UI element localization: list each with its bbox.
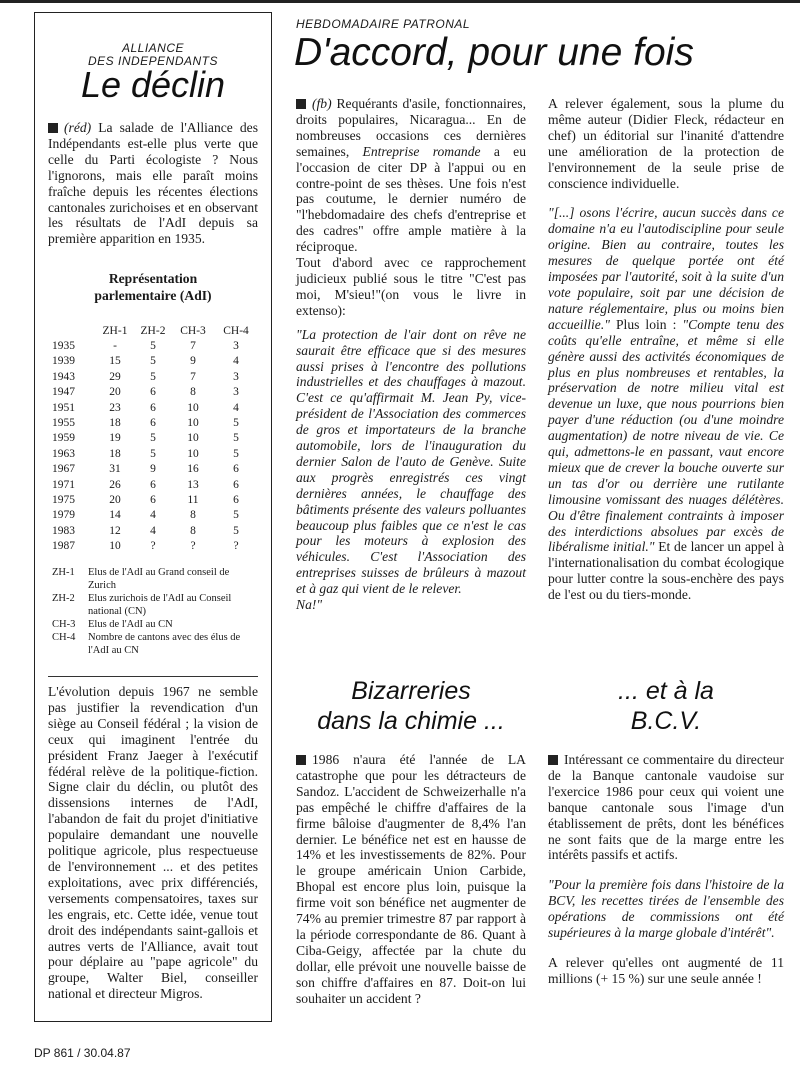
table-cell: 4	[150, 524, 156, 537]
table-row	[52, 431, 258, 446]
table-row	[52, 523, 258, 538]
table-cell: 18	[109, 447, 121, 460]
table-year-cell: 1971	[52, 478, 75, 491]
table-cell: 3	[233, 340, 239, 353]
bcv-text-body: Intéressant ce commentaire du directeur de la Banque cantonale vaudoise sur l'exercice 1986 pour ceux qui voient une banque cantonale sous l'image d'un établissement de prêts, dont les bénéfices ne sont faits que de la marge entre les intérêts passifs et actifs.	[548, 752, 784, 863]
legend-text: Elus de l'AdI au CN	[88, 619, 173, 630]
chimie-title-line-2: dans la chimie ...	[317, 707, 505, 735]
table-cell: -	[113, 340, 117, 353]
table-cell: ?	[150, 540, 156, 553]
table-title-line-2: parlementaire (AdI)	[94, 288, 212, 303]
table-row	[52, 492, 258, 507]
table-cell: 5	[150, 447, 156, 460]
table-row	[52, 508, 258, 523]
table-cell: 6	[150, 417, 156, 430]
table-row	[52, 446, 258, 461]
table-body	[52, 338, 258, 553]
main-quote-2: "[...] osons l'écrire, aucun succès dans ce domaine n'a eu l'autodiscipline pour seule origine. Bien au contraire, toutes les mesures de quelque portée ont été imposées par l'autorité, soit à la suite d'un vote populaire, soit par une décision de nature réglementaire, plus ou moins bien accueillie."	[548, 205, 784, 332]
table-cell: 19	[109, 432, 121, 445]
legend-item	[52, 592, 258, 618]
main-paragraph-2: Tout d'abord avec ce rapprochement judicieux publié sous le titre "C'est pas moi, M'sieu!"(on vous le livre in extenso):	[296, 255, 526, 318]
sidebar-body: L'évolution depuis 1967 ne semble pas justifier la revendication d'un siège au Conseil fédéral ; la vision de ceux qui imaginent l'entrée du président Franz Jaeger à l'exécutif fédéral relève de la politique-fiction. Signe clair du déclin, ou plutôt des dissensions internes de l'AdI, l'abandon de fait du projet d'initiative populaire demandant une nouvelle politique agricole, plus respectueuse de l'environnement ... et des petites exploitations, avec prix différenciés, versements compensatoires, taxes sur les engrais, etc. Cette idée, venue tout droit des indépendants saint-gallois et autres verts de l'Alliance, avait tout pour déplaire au "pape agricole" du groupe, Walter Biel, conseiller national et directeur Migros.	[48, 684, 258, 1002]
bcv-title	[548, 676, 784, 736]
table-cell: 8	[190, 386, 196, 399]
table-cell: 6	[150, 493, 156, 506]
table-year-cell: 1935	[52, 340, 75, 353]
table-cell: 5	[233, 524, 239, 537]
table-cell: 13	[187, 478, 199, 491]
main-paragraph-3: A relever également, sous la plume du même auteur (Didier Fleck, rédacteur en chef) un éditorial sur l'inanité d'attendre une amélioration de la protection de l'environnement de la seule prise de conscience individuelle.	[548, 96, 784, 191]
table-cell: 14	[109, 509, 121, 522]
main-quote-1-end: Na!"	[296, 597, 323, 613]
table-cell: 9	[190, 355, 196, 368]
representation-table-wrap	[52, 323, 258, 554]
table-cell: 5	[150, 355, 156, 368]
sidebar-kicker-line-1: ALLIANCE	[121, 41, 185, 55]
column-header: ZH-1	[102, 324, 128, 337]
chimie-title-line-1: Bizarreries	[351, 677, 471, 705]
table-cell: 6	[150, 478, 156, 491]
chimie-text-body: 1986 n'aura été l'année de LA catastrophe que pour les détracteurs de Sandoz. L'accident de Schweizerhalle n'a pas empêché le chiffre d'affaires de la firme bâloise d'augmenter de 8,4% l'an dernier. Le bénéfice net est en hausse de 14% et les investissements de 82%. Pour le groupe américain Union Carbide, Bhopal est encore plus loin, puisque la firme voit son bénéfice net augmenter de 74% au premier trimestre 87 par rapport à la période correspondante de 86. Quant à Ciba-Geigy, affectée par la chute du dollar, elle prévoit une nouvelle baisse de son chiffre d'affaires en 87. Doit-on lui souhaiter un accident ?	[296, 752, 526, 1006]
legend-key: ZH-1	[52, 567, 75, 578]
legend-item	[52, 566, 258, 592]
main-paragraph-4	[548, 205, 784, 603]
bullet-square-icon	[48, 123, 58, 133]
table-cell: 26	[109, 478, 121, 491]
main-p1-emphasis: Entreprise romande	[362, 143, 481, 159]
table-legend	[52, 566, 258, 657]
table-cell: 10	[187, 447, 199, 460]
table-cell: 6	[233, 493, 239, 506]
table-cell: 11	[187, 493, 199, 506]
table-year-cell: 1963	[52, 447, 75, 460]
sidebar-kicker-line-2: DES INDEPENDANTS	[87, 54, 219, 68]
table-year-cell: 1951	[52, 401, 75, 414]
legend-item	[52, 631, 258, 657]
table-cell: 12	[109, 524, 121, 537]
table-row	[52, 400, 258, 415]
table-cell: 5	[233, 509, 239, 522]
table-cell: 23	[109, 401, 121, 414]
main-quote-3: "Compte tenu des coûts qu'elle entraîne, et même si elle génère aussi des activités économiques de plus en plus nombreuses et rentables, la préservation de notre milieu vital est devenue un luxe, que nous pourrions bien payer d'une réduction (ou d'une moindre augmentation) de notre niveau de vie. Ce qui, admettons-le en passant, vaut encore mieux que de crever la bouche ouverte sur un tas d'or ou derrière une rutilante limousine vomissant des nuages délétères. Ou d'être finalement contraints à imposer des interdictions absolues par excès de libéralisme initial."	[548, 316, 784, 555]
table-cell: 29	[109, 370, 121, 383]
chimie-title	[296, 676, 526, 736]
table-cell: 5	[233, 432, 239, 445]
table-cell: 6	[233, 463, 239, 476]
table-row	[52, 338, 258, 353]
bullet-square-icon	[548, 755, 558, 765]
bcv-title-line-1: ... et à la	[618, 677, 714, 705]
table-cell: 3	[233, 386, 239, 399]
bullet-square-icon	[296, 99, 306, 109]
bcv-column	[548, 752, 784, 987]
table-cell: 6	[150, 401, 156, 414]
table-cell: ?	[190, 540, 196, 553]
top-rule	[0, 0, 800, 3]
year-header	[52, 323, 96, 338]
table-year-cell: 1967	[52, 463, 75, 476]
table-title-line-1: Représentation	[108, 271, 198, 286]
table-row	[52, 415, 258, 430]
table-year-cell: 1983	[52, 524, 75, 537]
bcv-title-line-2: B.C.V.	[630, 707, 702, 735]
bcv-end: A relever qu'elles ont augmenté de 11 millions (+ 15 %) sur une seule année !	[548, 954, 784, 986]
table-cell: 6	[150, 386, 156, 399]
main-paragraph-1	[296, 96, 526, 255]
legend-text: Elus zurichois de l'AdI au Conseil national (CN)	[88, 593, 232, 617]
bcv-quote: "Pour la première fois dans l'histoire de la BCV, les recettes tirées de l'ensemble des opérations de commissions ont été supérieures à la marge globale d'intérêt".	[548, 877, 784, 941]
table-header-row	[52, 323, 258, 338]
main-p1-part-1: Requérants d'asile, fonctionnaires, droits populaires, Nicaragua... En de nombreuses occasions ces dernières semaines,	[296, 96, 526, 159]
main-kicker: HEBDOMADAIRE PATRONAL	[296, 17, 471, 31]
author-tag: (réd)	[64, 120, 92, 135]
table-cell: 31	[109, 463, 121, 476]
table-cell: 8	[190, 524, 196, 537]
table-cell: 7	[190, 340, 196, 353]
main-quote-connector: Plus loin :	[615, 316, 677, 332]
table-cell: 6	[233, 478, 239, 491]
table-year-cell: 1979	[52, 509, 75, 522]
legend-key: CH-3	[52, 619, 76, 630]
sidebar-intro-text: La salade de l'Alliance des Indépendants est-elle plus verte que celle du Parti écologiste ? Nous l'ignorons, mais elle paraît moins fraîche depuis les récentes élections cantonales zurichoises et en observant les résultats de l'AdI depuis sa première apparition en 1935.	[48, 120, 258, 247]
table-cell: 4	[233, 355, 239, 368]
legend-key: ZH-2	[52, 593, 75, 604]
representation-table	[52, 323, 258, 554]
table-cell: ?	[233, 540, 239, 553]
author-tag: (fb)	[312, 96, 332, 111]
bullet-square-icon	[296, 755, 306, 765]
column-header: ZH-2	[140, 324, 166, 337]
page-footer: DP 861 / 30.04.87	[34, 1046, 131, 1060]
sidebar-title: Le déclin	[80, 64, 226, 105]
table-cell: 5	[150, 340, 156, 353]
table-row	[52, 369, 258, 384]
table-year-cell: 1987	[52, 540, 75, 553]
table-cell: 5	[233, 447, 239, 460]
table-year-cell: 1947	[52, 386, 75, 399]
column-header: CH-4	[223, 324, 249, 337]
table-row	[52, 385, 258, 400]
legend-text: Elus de l'AdI au Grand conseil de Zurich	[88, 567, 230, 591]
table-cell: 20	[109, 386, 121, 399]
table-row	[52, 462, 258, 477]
main-quote-1: "La protection de l'air dont on rêve ne saurait être efficace que si des mesures aussi prises à l'encontre des pollutions industrielles et des chauffages à mazout. C'est ce qu'affirmait M. Jean Py, vice-président de l'Association des commerces de gros et importateurs de la branche automobile, lors de l'inauguration du dernier Salon de l'auto de Genève. Suite aux progrès enregistrés ces vingt dernières années, le chauffage des bâtiments présente des valeurs polluantes beaucoup plus faibles que ce n'est le cas pour les moteurs à explosion des véhicules. C'est l'Association des entreprises suisses de brûleurs à mazout et à gaz qui vient de le relever.	[296, 326, 526, 597]
table-row	[52, 538, 258, 553]
legend-text: Nombre de cantons avec des élus de l'AdI au CN	[88, 632, 241, 656]
bcv-text	[548, 752, 784, 863]
legend-item	[52, 618, 258, 631]
table-cell: 4	[233, 401, 239, 414]
table-cell: 4	[150, 509, 156, 522]
table-cell: 5	[233, 417, 239, 430]
table-cell: 9	[150, 463, 156, 476]
table-year-cell: 1975	[52, 493, 75, 506]
table-cell: 10	[187, 432, 199, 445]
chimie-text	[296, 752, 526, 1007]
table-title	[48, 270, 258, 304]
table-cell: 18	[109, 417, 121, 430]
table-cell: 15	[109, 355, 121, 368]
table-year-cell: 1955	[52, 417, 75, 430]
table-year-cell: 1959	[52, 432, 75, 445]
table-cell: 5	[150, 432, 156, 445]
main-paragraph-5: Et de lancer un appel à l'internationalisation du combat écologique pour lutter contre la sous-enchère des pays de l'est ou du tiers-monde.	[548, 539, 785, 603]
table-cell: 16	[187, 463, 199, 476]
main-p1-part-2: a eu l'occasion de citer DP à l'appui ou en contre-point de ses thèses. Une fois n'est pas coutume, le dernier numéro de "l'hebdomadaire des chefs d'entreprise et des cadres" offre ample matière à la réciproque.	[296, 143, 527, 255]
table-cell: 8	[190, 509, 196, 522]
table-cell: 20	[109, 493, 121, 506]
table-cell: 7	[190, 370, 196, 383]
table-cell: 5	[150, 370, 156, 383]
table-cell: 10	[109, 540, 121, 553]
legend-key: CH-4	[52, 632, 76, 643]
main-column-2	[548, 96, 784, 603]
column-header: CH-3	[180, 324, 206, 337]
table-row	[52, 354, 258, 369]
table-cell: 3	[233, 370, 239, 383]
sidebar-divider	[48, 676, 258, 677]
table-cell: 10	[187, 401, 199, 414]
main-column-1	[296, 96, 526, 613]
main-title: D'accord, pour une fois	[294, 31, 694, 74]
table-cell: 10	[187, 417, 199, 430]
table-year-cell: 1939	[52, 355, 75, 368]
sidebar-intro	[48, 120, 258, 247]
table-row	[52, 477, 258, 492]
table-year-cell: 1943	[52, 370, 75, 383]
